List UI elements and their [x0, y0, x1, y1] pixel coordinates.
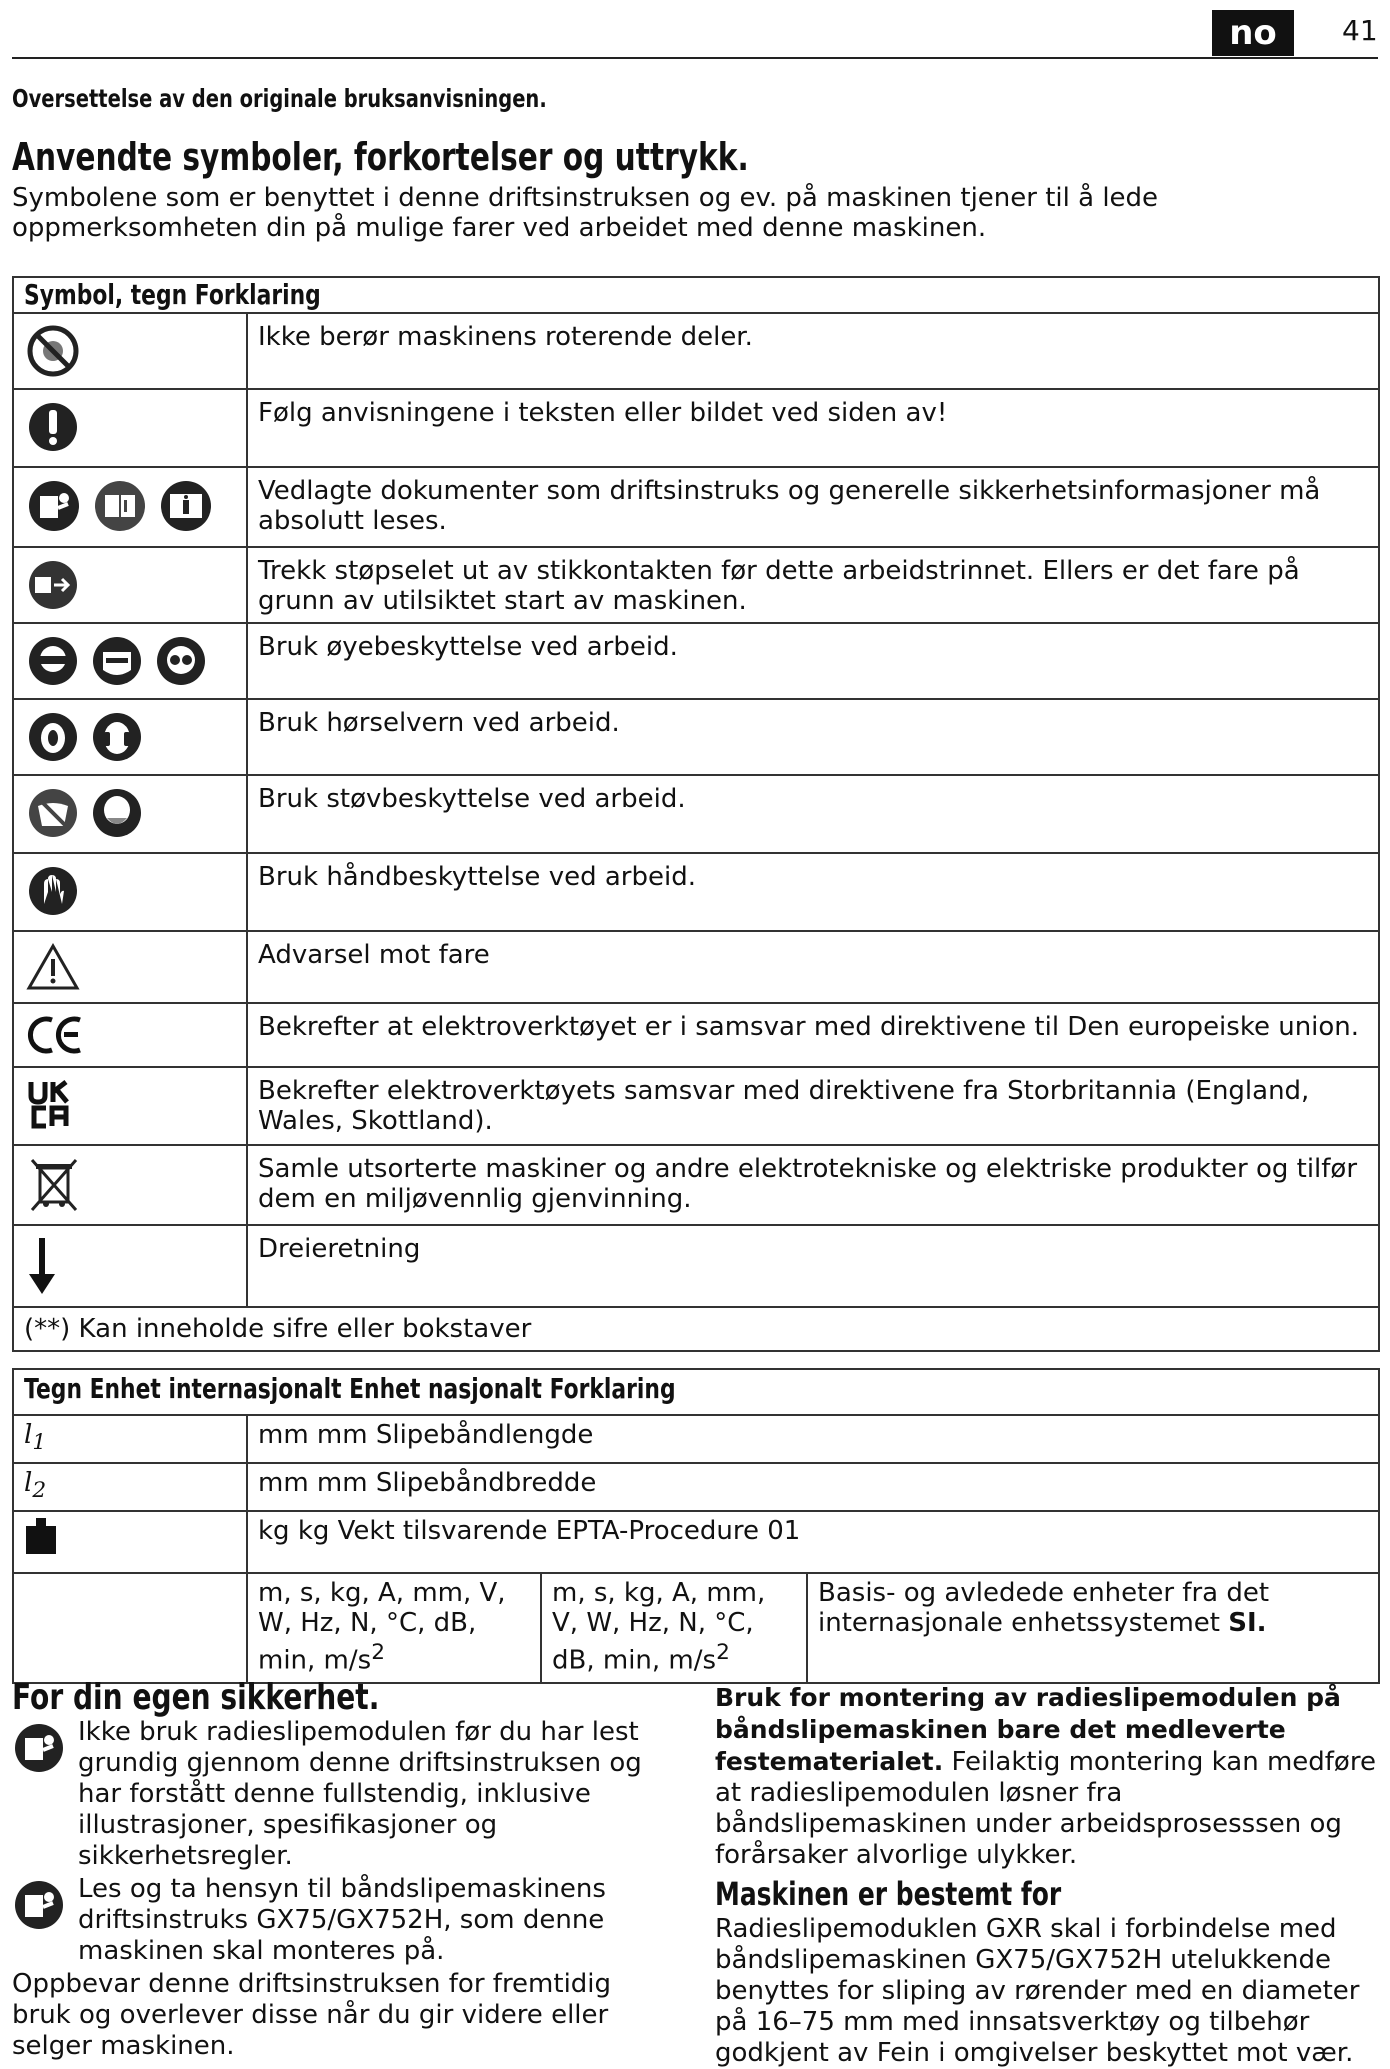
read-manual-icon — [12, 1878, 66, 1932]
unit-text: mm mm Slipebåndlengde — [247, 1415, 1379, 1463]
goggles-icon — [26, 634, 80, 688]
unit-sign: $l_2$ — [13, 1463, 247, 1511]
symbol-text: Samle utsorterte maskiner og andre elektrotekniske og elektriske produkter og tilfør dem en miljøvennlig gjenvinning. — [247, 1145, 1379, 1225]
safety-paragraph: Ikke bruk radieslipemodulen før du har lest grundig gjennom denne driftsinstruksen og har forstått denne fullstendig, inklusive illustrasjoner, spesifikasjoner og sikkerhetsregler. — [78, 1717, 642, 1871]
translation-note: Oversettelse av den originale bruksanvisningen. — [12, 84, 547, 113]
weight-icon-cell — [13, 1511, 247, 1573]
safety-paragraph: Oppbevar denne driftsinstruksen for fremtidig bruk og overlever disse når du gir videre eller selger maskinen. — [12, 1969, 612, 2061]
unit-national: m, s, kg, A, mm, V, W, Hz, N, °C, dB, min, $m/s^2$ — [541, 1573, 807, 1683]
safety-paragraph: Les og ta hensyn til båndslipemaskinens driftsinstruks GX75/GX752H, som denne maskinen skal monteres på. — [78, 1874, 606, 1966]
intended-use-paragraph: Radieslipemoduklen GXR skal i forbindelse med båndslipemaskinen GX75/GX752H utelukkende benyttes for sliping av rørender med en diameter på 16–75 mm med innsatsverktøy og tilbehør godkjent av Fein i omgivelser beskyttet mot vær. — [715, 1914, 1360, 2068]
symbol-text: Vedlagte dokumenter som driftsinstruks og generelle sikkerhetsinformasjoner må absolutt leses. — [247, 467, 1379, 547]
mounting-paragraph: Bruk for montering av radieslipemodulen på båndslipemaskinen bare det medleverte festematerialet. Feilaktig montering kan medføre at radieslipemodulen løsner fra båndslipemaskinen under arbeidsprosesssen og forårsaker alvorlige ulykker. — [715, 1683, 1376, 1870]
dust-mask-icon — [26, 786, 80, 840]
symbol-text: Bekrefter at elektroverktøyet er i samsvar med direktivene til Den europeiske union. — [247, 1003, 1379, 1067]
intended-use-section — [715, 1682, 1380, 2069]
read-manual-icon — [12, 1721, 66, 1775]
ear-protection-icon — [26, 710, 80, 764]
symbol-text: Bruk støvbeskyttelse ved arbeid. — [247, 775, 1379, 853]
symbol-text: Dreieretning — [247, 1225, 1379, 1307]
ear-muffs-icon — [90, 710, 144, 764]
symbol-text: Bruk håndbeskyttelse ved arbeid. — [247, 853, 1379, 931]
intro-text: Symbolene som er benyttet i denne driftsinstruksen og ev. på maskinen tjener til å lede oppmerksomheten din på mulige farer ved arbeidet med denne maskinen. — [12, 183, 1159, 243]
warning-triangle-icon — [26, 942, 80, 992]
section-title: Anvendte symboler, forkortelser og uttrykk. — [12, 135, 749, 179]
symbol-text: Følg anvisningene i teksten eller bildet ved siden av! — [247, 389, 1379, 467]
symbol-table-header: Symbol, tegn Forklaring — [13, 277, 1379, 313]
ce-mark-icon — [26, 1014, 86, 1056]
info-book-icon — [158, 478, 214, 534]
glove-icon — [26, 864, 80, 918]
intended-use-heading: Maskinen er bestemt for — [715, 1875, 1062, 1913]
book-icon — [92, 478, 148, 534]
empty-cell — [13, 1573, 247, 1683]
unplug-icon — [26, 558, 80, 612]
respirator-icon — [90, 786, 144, 840]
language-badge: no — [1212, 10, 1294, 56]
safety-heading: For din egen sikkerhet. — [12, 1677, 380, 1718]
unit-table — [12, 1368, 1380, 1684]
ukca-mark-icon — [26, 1078, 74, 1130]
symbol-text: Ikke berør maskinens roterende deler. — [247, 313, 1379, 389]
header-rule — [12, 57, 1378, 59]
symbol-text: Advarsel mot fare — [247, 931, 1379, 1003]
no-touch-rotating-icon — [26, 324, 80, 378]
arrow-down-icon — [26, 1236, 58, 1296]
unit-text: kg kg Vekt tilsvarende EPTA-Procedure 01 — [247, 1511, 1379, 1573]
symbol-text: Bruk øyebeskyttelse ved arbeid. — [247, 623, 1379, 699]
exclamation-icon — [26, 400, 80, 454]
unit-explanation: Basis- og avledede enheter fra det internasjonale enhetssystemet SI. — [807, 1573, 1379, 1683]
unit-intl: m, s, kg, A, mm, V, W, Hz, N, °C, dB, min, $m/s^2$ — [247, 1573, 541, 1683]
safety-section — [12, 1677, 677, 2062]
page-number: 41 — [1342, 14, 1378, 47]
weight-icon — [24, 1516, 58, 1556]
symbol-text: Bekrefter elektroverktøyets samsvar med direktivene fra Storbritannia (England, Wales, Skottland). — [247, 1067, 1379, 1145]
footnote: (**) Kan inneholde sifre eller bokstaver — [13, 1307, 1379, 1351]
unit-table-header: Tegn Enhet internasjonalt Enhet nasjonalt Forklaring — [13, 1369, 1379, 1415]
symbol-table — [12, 276, 1380, 1352]
unit-sign: $l_1$ — [13, 1415, 247, 1463]
read-manual-icon — [26, 478, 82, 534]
symbol-text: Bruk hørselvern ved arbeid. — [247, 699, 1379, 775]
weee-bin-icon — [26, 1156, 82, 1214]
unit-text: mm mm Slipebåndbredde — [247, 1463, 1379, 1511]
glasses-icon — [154, 634, 208, 688]
face-shield-icon — [90, 634, 144, 688]
symbol-text: Trekk støpselet ut av stikkontakten før dette arbeidstrinnet. Ellers er det fare på grunn av utilsiktet start av maskinen. — [247, 547, 1379, 623]
